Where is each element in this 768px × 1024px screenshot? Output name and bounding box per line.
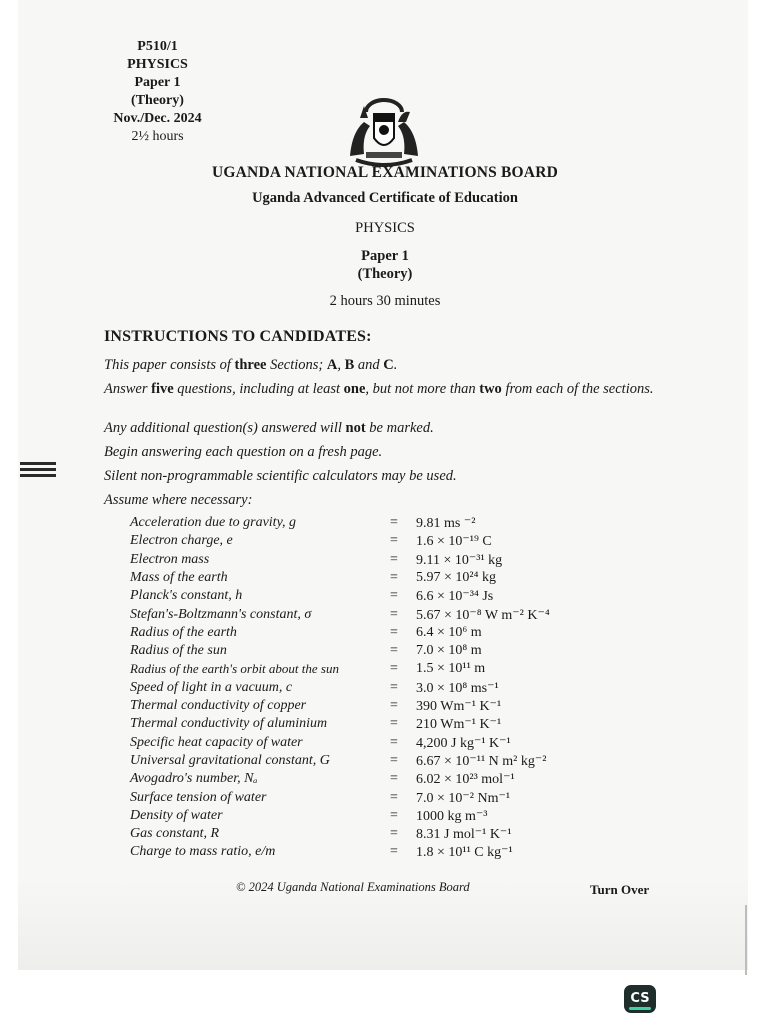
constant-value: 8.31 J mol⁻¹ K⁻¹ [416,827,512,842]
equals-sign: = [390,625,398,640]
constant-name: Stefan's-Boltzmann's constant, σ [130,607,312,622]
equals-sign: = [390,716,398,731]
punch-mark [20,462,56,465]
constant-value: 5.67 × 10⁻⁸ W m⁻² K⁻⁴ [416,608,550,623]
paper-type-title: (Theory) [357,266,413,282]
equals-sign: = [390,771,398,786]
instruction-additional: Any additional question(s) answered will not be marked. [104,420,434,436]
constant-value: 6.02 × 10²³ mol⁻¹ [416,772,515,787]
camscanner-logo-icon: CS [624,985,656,1013]
constant-name: Charge to mass ratio, e/m [130,844,276,859]
exam-duration: 2½ hours [131,129,184,144]
constant-name: Thermal conductivity of copper [130,698,307,713]
instruction-assume: Assume where necessary: [104,492,253,508]
constant-name: Planck's constant, h [130,588,243,603]
constant-name: Speed of light in a vacuum, c [130,680,293,695]
constant-name: Density of water [130,808,223,823]
equals-sign: = [390,735,398,750]
equals-sign: = [390,552,398,567]
constant-name: Radius of the earth's orbit about the sun [130,661,339,676]
constant-name: Mass of the earth [130,570,228,585]
time-allowed: 2 hours 30 minutes [329,293,441,309]
constant-value: 390 Wm⁻¹ K⁻¹ [416,699,502,714]
constant-name: Radius of the earth [130,625,237,640]
equals-sign: = [390,607,398,622]
equals-sign: = [390,698,398,713]
constant-value: 7.0 × 10⁻² Nm⁻¹ [416,791,511,806]
constant-name: Thermal conductivity of aluminium [130,716,328,731]
constant-value: 1.6 × 10⁻¹⁹ C [416,534,492,549]
turn-over-label: Turn Over [590,882,650,897]
constant-name: Radius of the sun [130,643,227,658]
equals-sign: = [390,643,398,658]
constant-value: 6.67 × 10⁻¹¹ N m² kg⁻² [416,754,547,769]
constant-value: 9.11 × 10⁻³¹ kg [416,553,503,568]
equals-sign: = [390,753,398,768]
constant-name: Surface tension of water [130,790,267,805]
equals-sign: = [390,808,398,823]
equals-sign: = [390,826,398,841]
constant-name: Electron mass [130,552,210,567]
constant-name: Gas constant, R [130,826,220,841]
equals-sign: = [390,680,398,695]
punch-mark [20,468,56,471]
paper-edge [745,905,747,975]
subject-title: PHYSICS [355,220,415,236]
instructions-heading: INSTRUCTIONS TO CANDIDATES: [104,328,372,345]
instruction-sections: This paper consists of three Sections; A, B and C. [104,357,398,373]
constant-value: 210 Wm⁻¹ K⁻¹ [416,717,502,732]
constant-value: 6.6 × 10⁻³⁴ Js [416,589,494,604]
constant-value: 3.0 × 10⁸ ms⁻¹ [416,681,499,696]
board-name: UGANDA NATIONAL EXAMINATIONS BOARD [212,164,558,181]
exam-session: Nov./Dec. 2024 [113,111,202,126]
constant-value: 4,200 J kg⁻¹ K⁻¹ [416,736,511,751]
constant-value: 6.4 × 10⁶ m [416,625,482,640]
punch-mark [20,474,56,477]
constant-value: 1.8 × 10¹¹ C kg⁻¹ [416,845,513,860]
subject-label: PHYSICS [127,57,188,72]
instruction-calculators: Silent non-programmable scientific calculators may be used. [104,468,457,484]
coat-of-arms-icon [336,94,432,170]
equals-sign: = [390,661,398,676]
instruction-answer: Answer five questions, including at least one, but not more than two from each of the sections. [104,381,654,397]
constant-value: 7.0 × 10⁸ m [416,643,482,658]
constant-name: Specific heat capacity of water [130,735,303,750]
constant-name: Electron charge, e [130,533,233,548]
equals-sign: = [390,790,398,805]
constant-name: Acceleration due to gravity, g [130,515,297,530]
copyright-notice: © 2024 Uganda National Examinations Board [236,880,470,894]
constant-name: Universal gravitational constant, G [130,753,330,768]
equals-sign: = [390,533,398,548]
paper-code: P510/1 [137,39,178,54]
paper-number: Paper 1 [134,75,181,90]
paper-type: (Theory) [131,93,184,108]
equals-sign: = [390,570,398,585]
instruction-fresh-page: Begin answering each question on a fresh page. [104,444,383,460]
constant-name: Avogadro's number, Nₐ [130,771,258,786]
constant-value: 1000 kg m⁻³ [416,809,488,824]
paper-title: Paper 1 [361,248,409,264]
certificate-name: Uganda Advanced Certificate of Education [252,190,518,206]
constant-value: 9.81 ms ⁻² [416,516,476,531]
equals-sign: = [390,844,398,859]
equals-sign: = [390,588,398,603]
constant-value: 5.97 × 10²⁴ kg [416,570,496,585]
paper-code-block [100,38,215,146]
constant-value: 1.5 × 10¹¹ m [416,661,486,676]
equals-sign: = [390,515,398,530]
